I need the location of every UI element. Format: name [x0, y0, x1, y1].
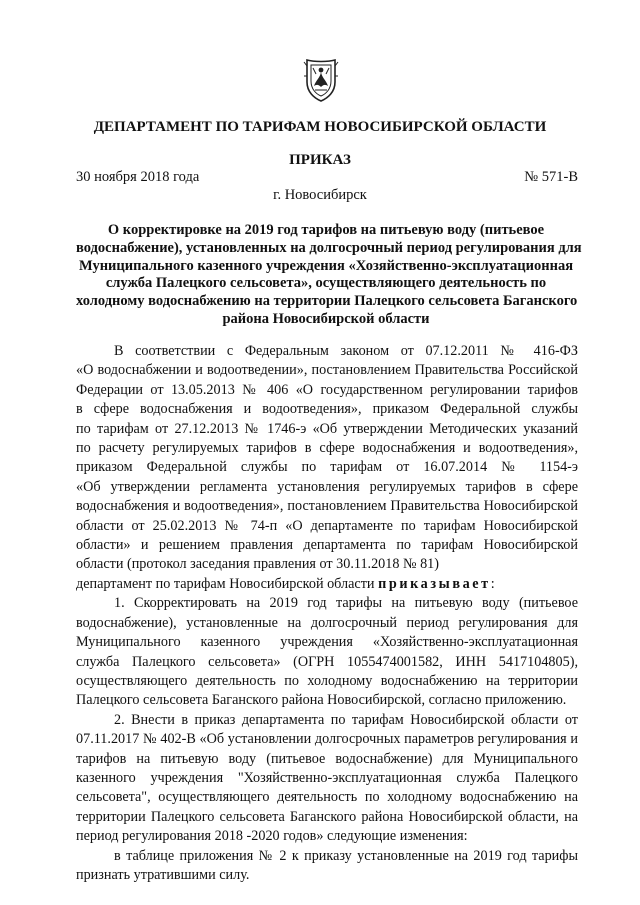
preamble-line: водоснабжения и водоотведения», постановлением Правительства Новосибирской	[76, 498, 578, 515]
document-date: 30 ноября 2018 года	[76, 169, 200, 185]
preamble-line: области» и решением правления департамента по тарифам Новосибирской	[76, 537, 578, 554]
item2-line: сельсовета", осуществляющего деятельность по холодному водоснабжению на	[76, 789, 578, 806]
item1-line: Палецкого сельсовета Баганского района Новосибирской, согласно приложению.	[76, 692, 567, 709]
item1-line: служба Палецкого сельсовета» (ОГРН 1055474001582, ИНН 5417104805),	[76, 653, 578, 670]
item2-line: период регулирования 2018 -2020 годов» следующие изменения:	[76, 828, 468, 845]
preamble-line: области (протокол заседания правления от 30.11.2018 № 81)	[76, 556, 439, 573]
item1-line: 1. Скорректировать на 2019 год тарифы на питьевую воду (питьевое	[114, 595, 578, 612]
item2-sub-line: признать утратившими силу.	[76, 866, 250, 883]
orders-line	[76, 575, 578, 594]
item1-line: осуществляющего деятельность по холодному водоснабжению на территории	[76, 672, 578, 689]
preamble-line: по тарифам от 27.12.2013 № 1746-э «Об утверждении Методических указаний	[76, 420, 578, 437]
preamble-line: В соответствии с Федеральным законом от 07.12.2011 № 416-ФЗ	[114, 343, 578, 359]
preamble-line: области от 25.02.2013 № 74-п «О департаменте по тарифам Новосибирской	[76, 517, 578, 534]
item2-line: тарифов на питьевую воду (питьевое водоснабжение) для Муниципального	[76, 750, 578, 767]
title-line: водоснабжение), установленных на долгосрочный период регулирования для	[76, 239, 582, 256]
title-line: Муниципального казенного учреждения «Хозяйственно-эксплуатационная	[78, 257, 574, 274]
title-line: О корректировке на 2019 год тарифов на питьевую воду (питьевое	[107, 222, 545, 238]
department-heading: ДЕПАРТАМЕНТ ПО ТАРИФАМ НОВОСИБИРСКОЙ ОБЛАСТИ	[93, 119, 547, 135]
preamble-line: в сфере водоснабжения и водоотведения», приказом Федеральной службы	[76, 401, 578, 418]
document-title	[76, 222, 582, 329]
item2-line: территории Палецкого сельсовета Баганского района Новосибирской области, на	[76, 808, 578, 825]
document-city: г. Новосибирск	[273, 187, 367, 203]
orders-suffix: :	[490, 575, 495, 592]
preamble-line: Федерации от 13.05.2013 № 406 «О государственном регулировании тарифов	[76, 381, 578, 398]
title-line: холодному водоснабжению на территории Палецкого сельсовета Баганского	[76, 293, 578, 310]
item1-line: Муниципального казенного учреждения «Хозяйственно-эксплуатационная	[76, 634, 578, 651]
document-body	[76, 342, 578, 885]
preamble-line: «О водоснабжении и водоотведении», постановлением Правительства Российской	[76, 362, 578, 379]
title-line: служба Палецкого сельсовета», осуществляющего деятельность по	[105, 275, 547, 292]
preamble-line: по расчету регулируемых тарифов в сфере водоснабжения и водоотведения»,	[76, 440, 578, 457]
title-line: района Новосибирской области	[222, 310, 430, 327]
coat-of-arms-icon	[302, 56, 340, 102]
orders-keyword: приказывает	[378, 575, 491, 592]
item2-line: 07.11.2017 № 402-В «Об установлении долгосрочных параметров регулирования и	[76, 731, 578, 748]
item2-line: 2. Внести в приказ департамента по тарифам Новосибирской области от	[114, 711, 578, 728]
preamble-line: приказом Федеральной службы по тарифам от 16.07.2014 № 1154-э	[76, 459, 578, 476]
document-type-heading: ПРИКАЗ	[289, 152, 351, 168]
item2-line: казенного учреждения "Хозяйственно-эксплуатационная служба Палецкого	[76, 769, 578, 786]
preamble-line: «Об утверждении регламента установления регулируемых тарифов в сфере	[76, 478, 578, 495]
orders-prefix: департамент по тарифам Новосибирской области	[76, 575, 379, 592]
item1-line: водоснабжение), установленные на долгосрочный период регулирования для	[76, 614, 578, 631]
document-number: № 571-В	[524, 169, 578, 185]
item2-sub-line: в таблице приложения № 2 к приказу установленные на 2019 год тарифы	[114, 847, 578, 864]
